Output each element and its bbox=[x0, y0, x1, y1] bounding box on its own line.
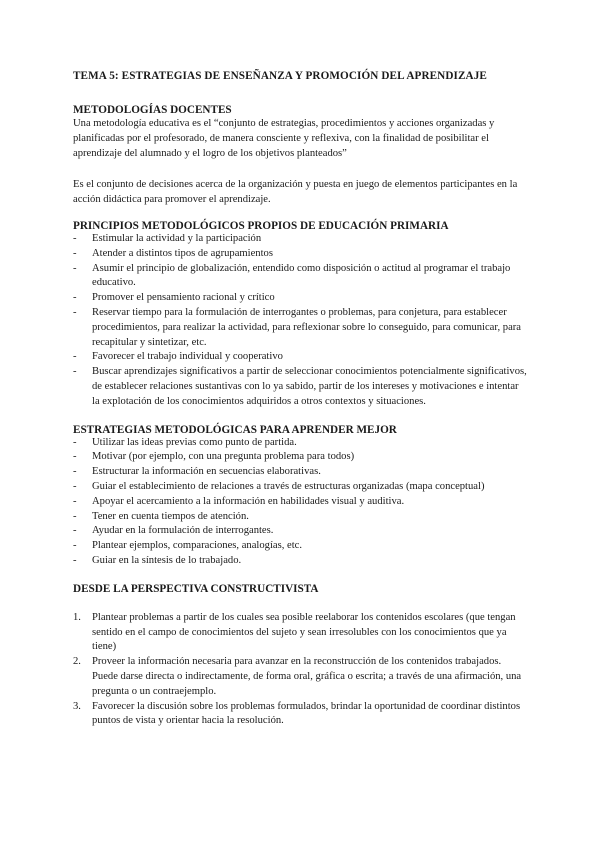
list-number: 2. bbox=[73, 656, 81, 668]
estrategias-list bbox=[73, 436, 528, 569]
list-item: - Tener en cuenta tiempos de atención. bbox=[73, 510, 528, 525]
list-number: 1. bbox=[73, 611, 81, 623]
list-item: - Favorecer el trabajo individual y cooperativo bbox=[73, 350, 528, 365]
list-item-text: Favorecer la discusión sobre los problemas formulados, brindar la oportunidad de coordinar distintos puntos de vista y orientar hacia la resolución. bbox=[92, 700, 521, 727]
list-item: - Plantear ejemplos, comparaciones, analogías, etc. bbox=[73, 539, 528, 554]
list-item: - Motivar (por ejemplo, con una pregunta problema para todos) bbox=[73, 450, 528, 465]
list-item bbox=[73, 611, 528, 655]
paragraph-conjunto: Es el conjunto de decisiones acerca de la organización y puesta en juego de elementos participantes en la acción didáctica para promover el aprendizaje. bbox=[73, 178, 518, 205]
principios-list bbox=[73, 232, 528, 410]
heading-estrategias: ESTRATEGIAS METODOLÓGICAS PARA APRENDER MEJOR bbox=[73, 423, 397, 436]
list-item-text: Plantear problemas a partir de los cuales sea posible reelaborar los contenidos escolares (que tengan sentido en el campo de conocimientos del sujeto y sean irresolubles con los conocimientos que ya tiene) bbox=[92, 611, 516, 653]
list-item: - Apoyar el acercamiento a la información en habilidades visual y auditiva. bbox=[73, 495, 528, 510]
list-item-text: Proveer la información necesaria para avanzar en la reconstrucción de los contenidos trabajados. Puede darse directa o indirectamente, de forma oral, gráfica o escrita; a través de una afirmación, una pregunta o un contraejemplo. bbox=[92, 656, 522, 697]
list-item: - Utilizar las ideas previas como punto de partida. bbox=[73, 436, 528, 451]
list-item bbox=[73, 700, 528, 730]
constructivista-list bbox=[73, 611, 528, 729]
heading-metodologias: METODOLOGÍAS DOCENTES bbox=[73, 104, 232, 116]
list-item: - Buscar aprendizajes significativos a partir de seleccionar conocimientos potencialmente significativos, de establecer relaciones sustantivas con lo ya sabido, partir de los intereses y motivaciones e intentar la explotación de los conocimientos adquiridos a otros contextos y situaciones. bbox=[73, 365, 528, 409]
list-item: - Guiar en la síntesis de lo trabajado. bbox=[73, 554, 528, 569]
list-item: - Ayudar en la formulación de interrogantes. bbox=[73, 524, 528, 539]
list-item: - Asumir el principio de globalización, entendido como disposición o actitud al programar el trabajo educativo. bbox=[73, 262, 528, 292]
list-item: - Atender a distintos tipos de agrupamientos bbox=[73, 247, 528, 262]
paragraph-definition: Una metodología educativa es el “conjunto de estrategias, procedimientos y acciones organizadas y planificadas por el profesorado, de manera consciente y reflexiva, con la finalidad de posibilitar el aprendizaje del alumnado y el logro de los objetivos planteados” bbox=[73, 118, 495, 160]
list-item: - Estimular la actividad y la participación bbox=[73, 232, 528, 247]
heading-constructivista: DESDE LA PERSPECTIVA CONSTRUCTIVISTA bbox=[73, 582, 319, 595]
list-item: - Guiar el establecimiento de relaciones a través de estructuras organizadas (mapa conceptual) bbox=[73, 480, 528, 495]
list-item: - Reservar tiempo para la formulación de interrogantes o problemas, para conjetura, para establecer procedimientos, para realizar la actividad, para reflexionar sobre lo conseguido, para comunicar, para recapitular y sintetizar, etc. bbox=[73, 306, 528, 350]
list-item bbox=[73, 655, 528, 699]
heading-principios: PRINCIPIOS METODOLÓGICOS PROPIOS DE EDUCACIÓN PRIMARIA bbox=[73, 220, 449, 233]
list-item: - Estructurar la información en secuencias elaborativas. bbox=[73, 465, 528, 480]
list-item: - Promover el pensamiento racional y crítico bbox=[73, 291, 528, 306]
list-number: 3. bbox=[73, 700, 81, 712]
page-title: TEMA 5: ESTRATEGIAS DE ENSEÑANZA Y PROMOCIÓN DEL APRENDIZAJE bbox=[73, 70, 487, 82]
